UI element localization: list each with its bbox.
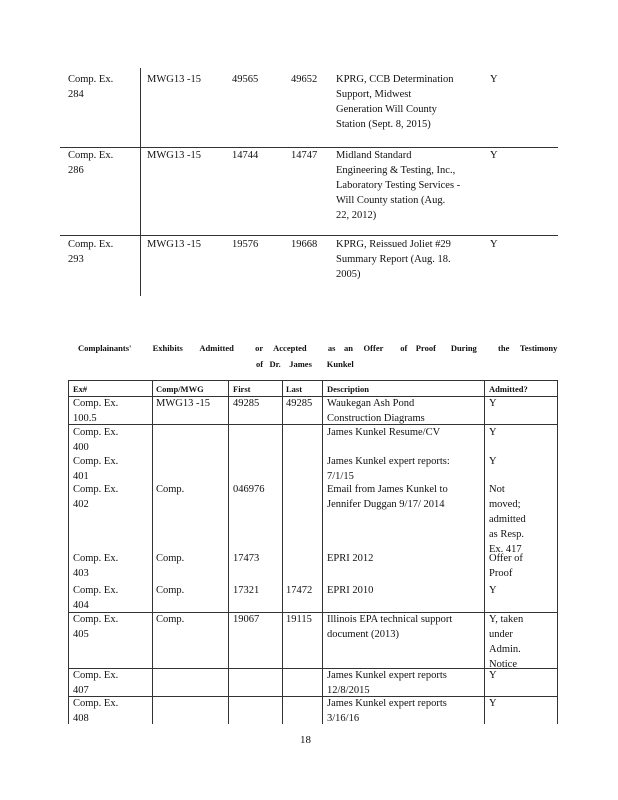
admitted: Y [489,670,497,681]
description: James Kunkel expert reports 12/8/2015 [327,670,447,696]
admitted: Y [489,456,497,467]
admitted: Y [490,150,498,161]
first-page: 17321 [233,585,260,596]
comp-mwg: MWG13 -15 [147,239,201,250]
description: KPRG, CCB Determination Support, Midwest Generation Will County Station (Sept. 8, 2015) [336,74,454,130]
admitted: Y, taken under Admin. Notice [489,614,524,670]
description: James Kunkel expert reports: 7/1/15 [327,456,450,482]
admitted: Y [489,585,497,596]
first-page: 046976 [233,484,265,495]
exhibit-number: Comp. Ex. 286 [68,150,114,176]
description: James Kunkel Resume/CV [327,427,441,438]
column-divider [282,380,283,724]
description: EPRI 2012 [327,553,374,564]
exhibit-number: Comp. Ex. 400 [73,427,119,453]
admitted: Y [489,698,497,709]
column-divider [484,380,485,724]
last-page: 14747 [291,150,318,161]
exhibit-number: Comp. Ex. 404 [73,585,119,611]
row-divider [60,235,558,236]
first-page: 14744 [232,150,259,161]
last-page: 49285 [286,398,313,409]
comp-mwg: MWG13 -15 [147,150,201,161]
exhibit-number: Comp. Ex. 401 [73,456,119,482]
table-caption-line-1: Complainants' Exhibits Admitted or Accepted as an Offer of Proof During the Testimony [78,343,558,353]
header-first: First [233,384,251,394]
exhibit-number: Comp. Ex. 100.5 [73,398,119,424]
header-ex: Ex# [73,384,88,394]
column-divider [228,380,229,724]
description: KPRG, Reissued Joliet #29 Summary Report (Aug. 18. 2005) [336,239,451,280]
exhibit-number: Comp. Ex. 284 [68,74,114,100]
header-last: Last [286,384,303,394]
comp-mwg: Comp. [156,484,185,495]
exhibit-number: Comp. Ex. 405 [73,614,119,640]
description: EPRI 2010 [327,585,374,596]
comp-mwg: Comp. [156,553,185,564]
first-page: 17473 [233,553,260,564]
last-page: 19115 [286,614,312,625]
last-page: 49652 [291,74,318,85]
column-divider [557,380,558,724]
column-divider [322,380,323,724]
last-page: 19668 [291,239,318,250]
header-description: Description [327,384,370,394]
description: Email from James Kunkel to Jennifer Duggan 9/17/ 2014 [327,484,448,510]
comp-mwg: Comp. [156,614,185,625]
table-caption-line-2: of Dr. James Kunkel [256,359,354,369]
exhibit-number: Comp. Ex. 408 [73,698,119,724]
admitted: Y [489,398,497,409]
exhibit-number: Comp. Ex. 402 [73,484,119,510]
page-number: 18 [300,734,311,746]
comp-mwg: MWG13 -15 [147,74,201,85]
column-divider [68,380,69,724]
first-page: 49285 [233,398,260,409]
exhibit-number: Comp. Ex. 403 [73,553,119,579]
exhibit-number: Comp. Ex. 407 [73,670,119,696]
header-admitted: Admitted? [489,384,528,394]
last-page: 17472 [286,585,313,596]
comp-mwg: MWG13 -15 [156,398,210,409]
first-page: 19576 [232,239,259,250]
admitted: Y [489,427,497,438]
first-page: 19067 [233,614,260,625]
admitted: Y [490,74,498,85]
first-page: 49565 [232,74,259,85]
column-divider [152,380,153,724]
description: Midland Standard Engineering & Testing, Inc., Laboratory Testing Services - Will County station (Aug. 22, 2012) [336,150,461,221]
comp-mwg: Comp. [156,585,185,596]
admitted: Y [490,239,498,250]
exhibit-number: Comp. Ex. 293 [68,239,114,265]
admitted: Not moved; admitted as Resp. Ex. 417 [489,484,526,555]
header-comp-mwg: Comp/MWG [156,384,204,394]
admitted: Offer of Proof [489,553,523,579]
column-divider [140,68,141,296]
description: Waukegan Ash Pond Construction Diagrams [327,398,425,424]
description: Illinois EPA technical support document (2013) [327,614,453,640]
description: James Kunkel expert reports 3/16/16 [327,698,447,724]
